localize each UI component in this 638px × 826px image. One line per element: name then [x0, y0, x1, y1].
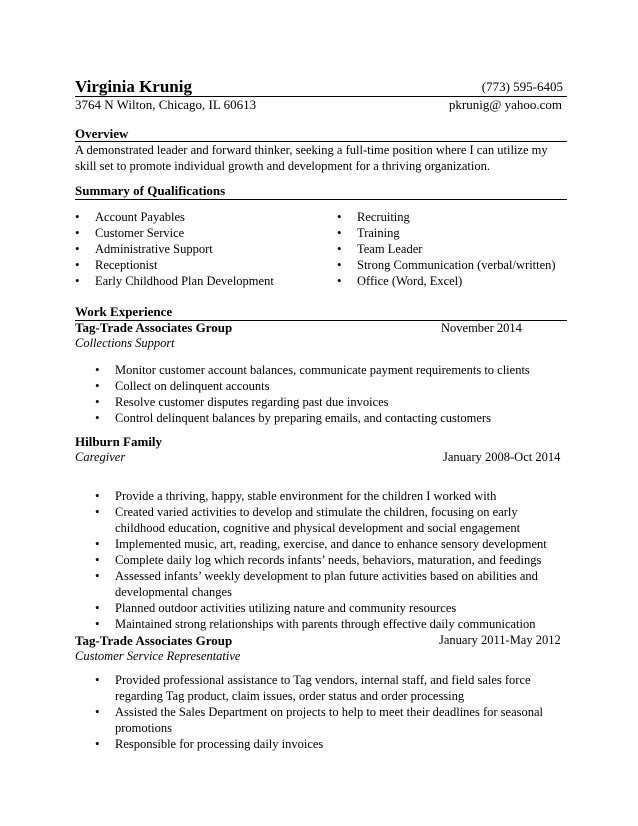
list-item: • Administrative Support — [75, 241, 274, 257]
list-item: • Created varied activities to develop and stimulate the children, focusing on early childhood education, cognitive and physical development and social engagement — [95, 504, 555, 536]
list-item: • Assessed infants’ weekly development to plan future activities based on abilities and developmental changes — [95, 568, 555, 600]
list-item: • Planned outdoor activities utilizing nature and community resources — [95, 600, 555, 616]
list-item: • Resolve customer disputes regarding past due invoices — [95, 394, 530, 410]
qualifications-right-list — [337, 209, 556, 289]
job-date: November 2014 — [441, 321, 522, 335]
job-company: Hilburn Family — [75, 434, 163, 449]
work-experience-heading: Work Experience — [75, 304, 173, 319]
list-item: • Customer Service — [75, 225, 274, 241]
list-item: • Maintained strong relationships with parents through effective daily communication — [95, 616, 555, 632]
job-bullets — [95, 488, 555, 632]
list-item: • Provide a thriving, happy, stable environment for the children I worked with — [95, 488, 555, 504]
job-date: January 2011-May 2012 — [439, 633, 561, 647]
job-title: Collections Support — [75, 336, 175, 350]
job-bullets — [95, 672, 555, 752]
address: 3764 N Wilton, Chicago, IL 60613 — [75, 97, 257, 112]
job-title: Customer Service Representative — [75, 649, 241, 663]
job-date: January 2008-Oct 2014 — [443, 450, 561, 464]
phone-number: (773) 595-6405 — [481, 79, 563, 94]
list-item: • Recruiting — [337, 209, 556, 225]
list-item: • Early Childhood Plan Development — [75, 273, 274, 289]
list-item: • Responsible for processing daily invoices — [95, 736, 555, 752]
candidate-name: Virginia Krunig — [75, 77, 192, 96]
job-title: Caregiver — [75, 450, 126, 464]
qualifications-left-list — [75, 209, 274, 289]
email-address: pkrunig@ yahoo.com — [448, 97, 562, 112]
list-item: • Assisted the Sales Department on projects to help to meet their deadlines for seasonal promotions — [95, 704, 555, 736]
list-item: • Office (Word, Excel) — [337, 273, 556, 289]
list-item: • Control delinquent balances by preparing emails, and contacting customers — [95, 410, 530, 426]
list-item: • Complete daily log which records infants’ needs, behaviors, maturation, and feedings — [95, 552, 555, 568]
overview-rule — [75, 141, 567, 142]
list-item: • Strong Communication (verbal/written) — [337, 257, 556, 273]
list-item: • Account Payables — [75, 209, 274, 225]
overview-line-2: skill set to promote individual growth and development for a thriving organization. — [75, 159, 490, 173]
list-item: • Team Leader — [337, 241, 556, 257]
overview-heading: Overview — [75, 126, 129, 141]
list-item: • Implemented music, art, reading, exercise, and dance to enhance sensory development — [95, 536, 555, 552]
qualifications-rule — [75, 199, 567, 200]
job-company: Tag-Trade Associates Group — [75, 320, 233, 335]
job-bullets — [95, 362, 530, 426]
list-item: • Training — [337, 225, 556, 241]
qualifications-heading: Summary of Qualifications — [75, 183, 226, 198]
list-item: • Monitor customer account balances, communicate payment requirements to clients — [95, 362, 530, 378]
job-company: Tag-Trade Associates Group — [75, 633, 233, 648]
list-item: • Provided professional assistance to Tag vendors, internal staff, and field sales force regarding Tag product, claim issues, order status and order processing — [95, 672, 555, 704]
list-item: • Receptionist — [75, 257, 274, 273]
overview-line-1: A demonstrated leader and forward thinker, seeking a full-time position where I can utilize my — [75, 143, 548, 157]
list-item: • Collect on delinquent accounts — [95, 378, 530, 394]
